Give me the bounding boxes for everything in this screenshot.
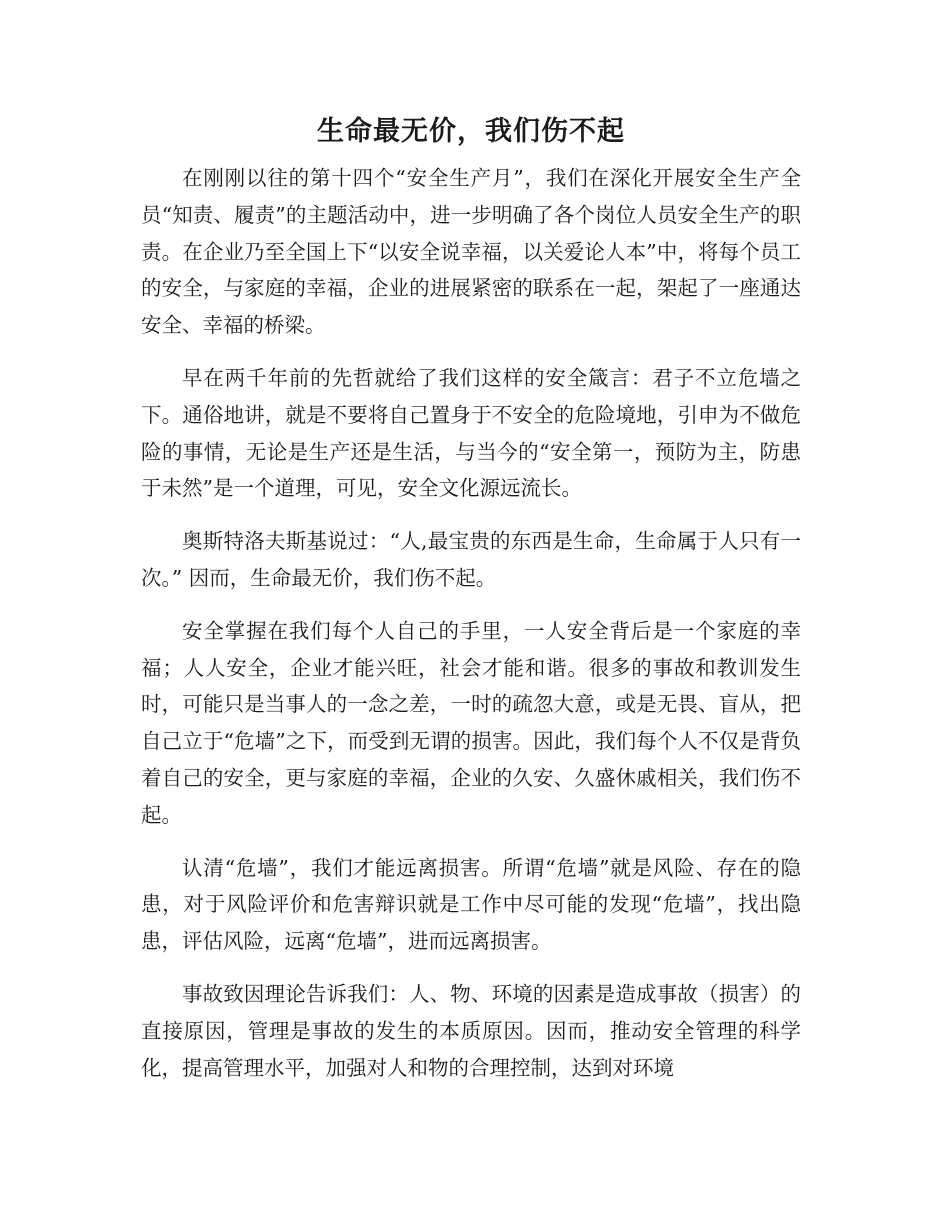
- paragraph: 早在两千年前的先哲就给了我们这样的安全箴言：君子不立危墙之下。通俗地讲，就是不要将自己置身于不安全的危险境地，引申为不做危险的事情，无论是生产还是生活，与当今的“安全第一，预防为主，防患于未然”是一个道理，可见，安全文化源远流长。: [141, 365, 801, 501]
- paragraph: 在刚刚以往的第十四个“安全生产月”，我们在深化开展安全生产全员“知责、履责”的主题活动中，进一步明确了各个岗位人员安全生产的职责。在企业乃至全国上下“以安全说幸福，以关爱论人本”中，将每个员工的安全，与家庭的幸福，企业的进展紧密的联系在一起，架起了一座通达安全、幸福的桥梁。: [141, 166, 801, 338]
- paragraph: 安全掌握在我们每个人自己的手里，一人安全背后是一个家庭的幸福；人人安全，企业才能兴旺，社会才能和谐。很多的事故和教训发生时，可能只是当事人的一念之差，一时的疏忽大意，或是无畏、盲从，把自己立于“危墙”之下，而受到无谓的损害。因此，我们每个人不仅是背负着自己的安全，更与家庭的幸福，企业的久安、久盛休戚相关，我们伤不起。: [141, 618, 801, 827]
- paragraph: 认清“危墙”，我们才能远离损害。所谓“危墙”就是风险、存在的隐患，对于风险评价和危害辩识就是工作中尽可能的发现“危墙”，找出隐患，评估风险，远离“危墙”，进而远离损害。: [141, 855, 801, 954]
- paragraph: 奥斯特洛夫斯基说过：“人,最宝贵的东西是生命，生命属于人只有一次。” 因而，生命最无价，我们伤不起。: [141, 529, 801, 590]
- document-title: 生命最无价，我们伤不起: [317, 116, 625, 147]
- paragraph: 事故致因理论告诉我们：人、物、环境的因素是造成事故（损害）的直接原因，管理是事故的发生的本质原因。因而，推动安全管理的科学化，提高管理水平，加强对人和物的合理控制，达到对环境: [141, 981, 801, 1080]
- document-page: [141, 108, 801, 1102]
